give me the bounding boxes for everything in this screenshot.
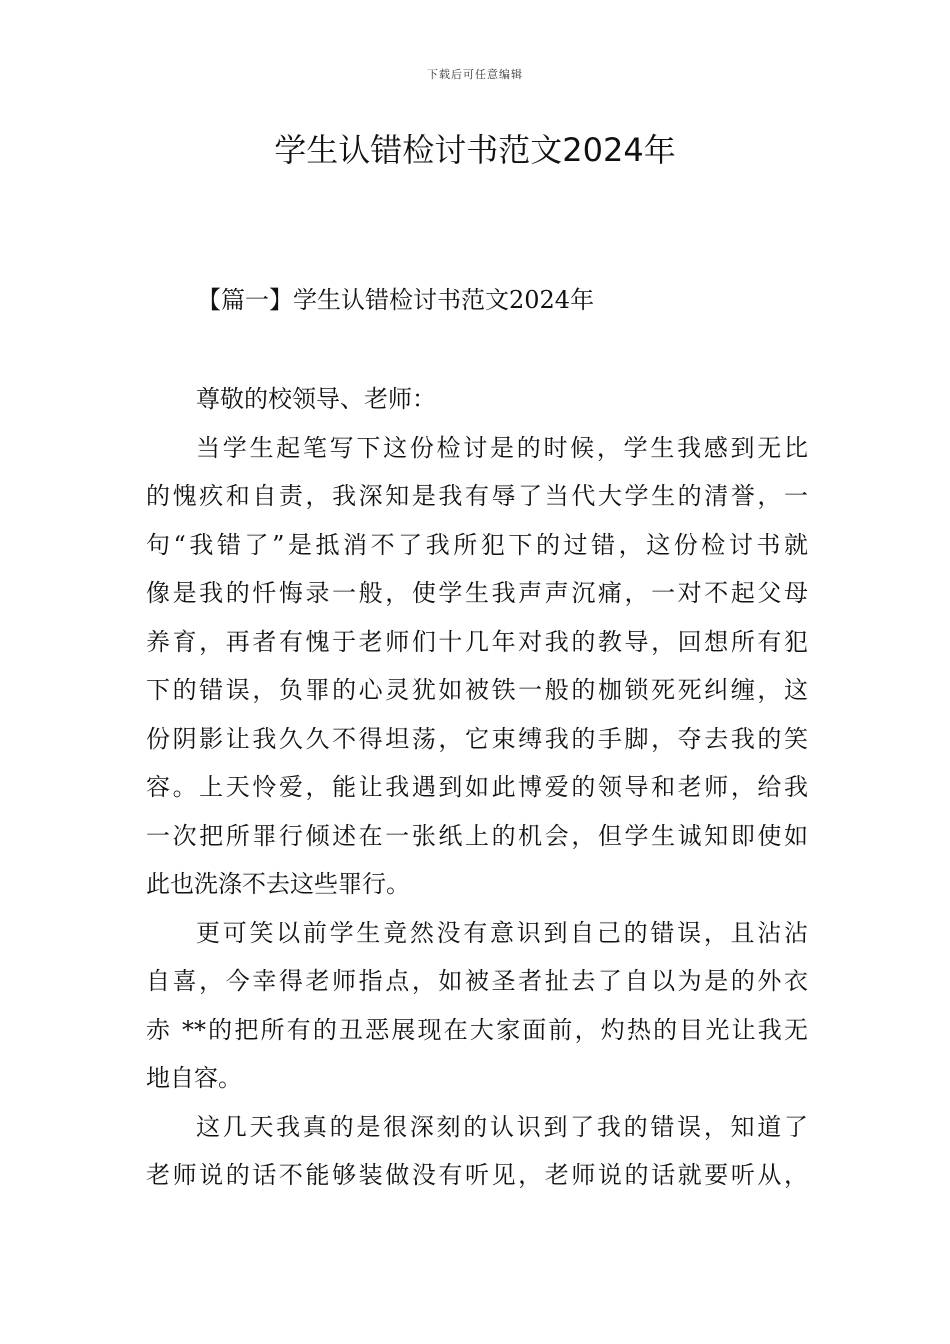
paragraph-line: 地自容。 [146, 1064, 242, 1092]
paragraph-line: 下的错误，负罪的心灵犹如被铁一般的枷锁死死纠缠，这 [146, 676, 808, 704]
paragraph-line: 句“我错了”是抵消不了我所犯下的过错，这份检讨书就 [146, 530, 808, 559]
paragraph-1 [146, 424, 808, 909]
salutation: 尊敬的校领导、老师： [196, 385, 436, 413]
paragraph-line: 的愧疚和自责，我深知是我有辱了当代大学生的清誉，一 [146, 482, 808, 510]
paragraph-line: 像是我的忏悔录一般，使学生我声声沉痛，一对不起父母 [146, 579, 808, 607]
paragraph-line: 养育，再者有愧于老师们十几年对我的教导，回想所有犯 [146, 627, 808, 656]
paragraph-line: 一次把所罪行倾述在一张纸上的机会，但学生诚知即使如 [146, 821, 808, 850]
paragraph-line: 份阴影让我久久不得坦荡，它束缚我的手脚，夺去我的笑 [146, 724, 808, 753]
paragraph-line: 更可笑以前学生竟然没有意识到自己的错误，且沾沾 [196, 918, 808, 947]
paragraph-line: 此也洗涤不去这些罪行。 [146, 870, 410, 898]
section-heading: 【篇一】学生认错检讨书范文2024年 [197, 286, 595, 314]
paragraph-line: 赤 **的把所有的丑恶展现在大家面前，灼热的目光让我无 [146, 1015, 808, 1044]
document-body [146, 375, 808, 1200]
paragraph-3 [146, 1103, 808, 1200]
paragraph-2 [146, 909, 808, 1103]
header-note: 下载后可任意编辑 [427, 68, 523, 81]
paragraph-line: 老师说的话不能够装做没有听见，老师说的话就要听从， [146, 1161, 808, 1189]
paragraph-line: 这几天我真的是很深刻的认识到了我的错误，知道了 [196, 1112, 808, 1141]
paragraph-line: 自喜，今幸得老师指点，如被圣者扯去了自以为是的外衣 [146, 967, 808, 995]
document-title: 学生认错检讨书范文2024年 [274, 131, 676, 169]
paragraph-line: 当学生起笔写下这份检讨是的时候，学生我感到无比 [196, 433, 808, 462]
paragraph-line: 容。上天怜爱，能让我遇到如此博爱的领导和老师，给我 [146, 773, 808, 801]
